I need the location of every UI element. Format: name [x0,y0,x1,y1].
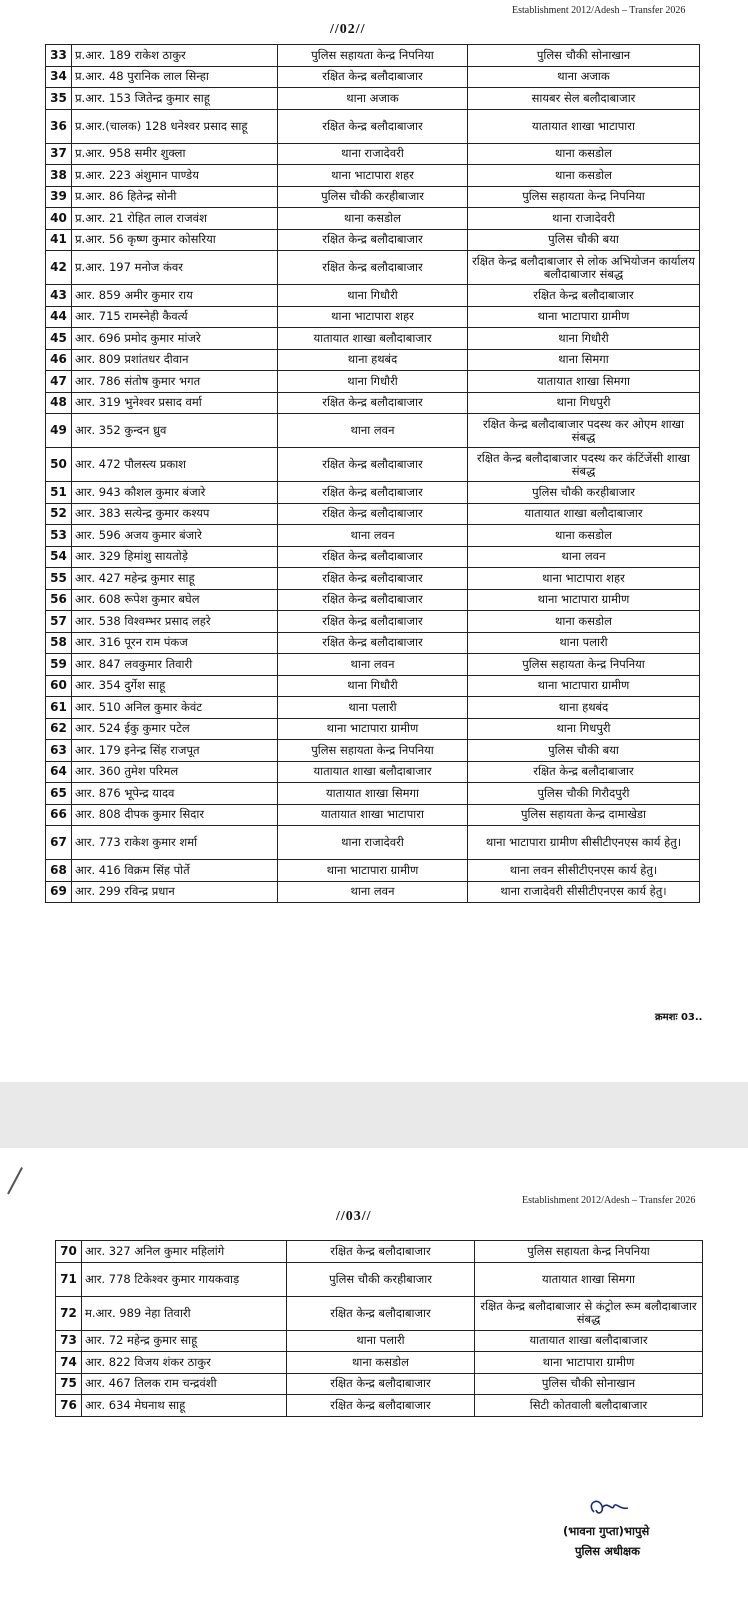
employee-name-cell: आर. 72 महेन्द्र कुमार साहू [82,1330,287,1352]
table-row [46,229,700,251]
serial-number-cell: 76 [56,1395,82,1417]
current-posting-cell: रक्षित केन्द्र बलौदाबाजार [287,1241,475,1263]
employee-name-cell: आर. 608 रूपेश कुमार बघेल [72,589,278,611]
serial-number-cell: 42 [46,251,72,285]
employee-name-cell: प्र.आर. 86 हितेन्द्र सोनी [72,186,278,208]
page-number: //02// [330,22,366,37]
new-posting-cell: थाना लवन सीसीटीएनएस कार्य हेतु। [468,860,700,882]
current-posting-cell: यातायात शाखा सिमगा [278,783,468,805]
table-row [46,328,700,350]
current-posting-cell: रक्षित केन्द्र बलौदाबाजार [278,503,468,525]
current-posting-cell: पुलिस चौकी करहीबाजार [287,1262,475,1296]
table-row [56,1262,703,1296]
table-row [46,285,700,307]
current-posting-cell: रक्षित केन्द्र बलौदाबाजार [278,229,468,251]
table-row [46,611,700,633]
new-posting-cell: पुलिस चौकी गिरौदपुरी [468,783,700,805]
current-posting-cell: पुलिस सहायता केन्द्र निपनिया [278,740,468,762]
employee-name-cell: आर. 773 राकेश कुमार शर्मा [72,826,278,860]
new-posting-cell: थाना राजादेवरी सीसीटीएनएस कार्य हेतु। [468,881,700,903]
new-posting-cell: थाना कसडोल [468,525,700,547]
employee-name-cell: आर. 329 हिमांशु सायतोड़े [72,546,278,568]
table-row [46,568,700,590]
serial-number-cell: 48 [46,392,72,414]
serial-number-cell: 55 [46,568,72,590]
current-posting-cell: थाना भाटापारा शहर [278,165,468,187]
current-posting-cell: रक्षित केन्द्र बलौदाबाजार [278,632,468,654]
serial-number-cell: 72 [56,1296,82,1330]
employee-name-cell: आर. 596 अजय कुमार बंजारे [72,525,278,547]
table-row [46,109,700,143]
current-posting-cell: यातायात शाखा बलौदाबाजार [278,328,468,350]
employee-name-cell: आर. 809 प्रशांतधर दीवान [72,349,278,371]
current-posting-cell: रक्षित केन्द्र बलौदाबाजार [287,1373,475,1395]
transfer-table [55,1240,703,1417]
table-row [56,1395,703,1417]
employee-name-cell: आर. 316 पूरन राम पंकज [72,632,278,654]
serial-number-cell: 63 [46,740,72,762]
current-posting-cell: पुलिस चौकी करहीबाजार [278,186,468,208]
table-row [46,525,700,547]
new-posting-cell: यातायात शाखा बलौदाबाजार [475,1330,703,1352]
employee-name-cell: आर. 786 संतोष कुमार भगत [72,371,278,393]
table-row [56,1330,703,1352]
new-posting-cell: रक्षित केन्द्र बलौदाबाजार से कंट्रोल रूम बलौदाबाजार संबद्ध [475,1296,703,1330]
current-posting-cell: थाना गिधौरी [278,371,468,393]
table-row [46,448,700,482]
serial-number-cell: 60 [46,675,72,697]
new-posting-cell: थाना गिधपुरी [468,392,700,414]
current-posting-cell: थाना पलारी [287,1330,475,1352]
new-posting-cell: पुलिस सहायता केन्द्र दामाखेडा [468,804,700,826]
employee-name-cell: प्र.आर. 223 अंशुमान पाण्डेय [72,165,278,187]
current-posting-cell: थाना अजाक [278,88,468,110]
serial-number-cell: 61 [46,697,72,719]
employee-name-cell: आर. 778 टिकेश्वर कुमार गायकवाड़ [82,1262,287,1296]
new-posting-cell: रक्षित केन्द्र बलौदाबाजार से लोक अभियोजन कार्यालय बलौदाबाजार संबद्ध [468,251,700,285]
employee-name-cell: आर. 354 दुर्गेश साहू [72,675,278,697]
serial-number-cell: 51 [46,482,72,504]
new-posting-cell: रक्षित केन्द्र बलौदाबाजार पदस्थ कर ओएम शाखा संबद्ध [468,414,700,448]
employee-name-cell: आर. 327 अनिल कुमार महिलांगे [82,1241,287,1263]
serial-number-cell: 68 [46,860,72,882]
employee-name-cell: आर. 467 तिलक राम चन्द्रवंशी [82,1373,287,1395]
serial-number-cell: 50 [46,448,72,482]
current-posting-cell: रक्षित केन्द्र बलौदाबाजार [278,611,468,633]
new-posting-cell: थाना कसडोल [468,165,700,187]
serial-number-cell: 65 [46,783,72,805]
current-posting-cell: थाना कसडोल [278,208,468,230]
signatory-title: पुलिस अधीक्षक [575,1544,640,1558]
new-posting-cell: थाना हथबंद [468,697,700,719]
employee-name-cell: आर. 808 दीपक कुमार सिदार [72,804,278,826]
serial-number-cell: 52 [46,503,72,525]
table-row [46,66,700,88]
employee-name-cell: आर. 352 कुन्दन ध्रुव [72,414,278,448]
new-posting-cell: यातायात शाखा भाटापारा [468,109,700,143]
new-posting-cell: यातायात शाखा सिमगा [468,371,700,393]
table-row [46,208,700,230]
table-row [46,392,700,414]
current-posting-cell: पुलिस सहायता केन्द्र निपनिया [278,45,468,67]
serial-number-cell: 71 [56,1262,82,1296]
transfer-table [45,44,700,903]
employee-name-cell: प्र.आर. 197 मनोज कंवर [72,251,278,285]
serial-number-cell: 38 [46,165,72,187]
table-row [56,1241,703,1263]
current-posting-cell: थाना हथबंद [278,349,468,371]
employee-name-cell: आर. 943 कौशल कुमार बंजारे [72,482,278,504]
current-posting-cell: रक्षित केन्द्र बलौदाबाजार [278,251,468,285]
table-row [46,783,700,805]
new-posting-cell: थाना भाटापारा ग्रामीण सीसीटीएनएस कार्य हेतु। [468,826,700,860]
new-posting-cell: पुलिस चौकी बया [468,740,700,762]
current-posting-cell: थाना भाटापारा शहर [278,306,468,328]
serial-number-cell: 62 [46,718,72,740]
table-row [56,1352,703,1374]
scan-edge-mark [7,1167,23,1194]
new-posting-cell: सिटी कोतवाली बलौदाबाजार [475,1395,703,1417]
serial-number-cell: 41 [46,229,72,251]
current-posting-cell: थाना गिधौरी [278,675,468,697]
employee-name-cell: आर. 510 अनिल कुमार केवंट [72,697,278,719]
new-posting-cell: थाना लवन [468,546,700,568]
table-row [46,860,700,882]
employee-name-cell: आर. 538 विश्वम्भर प्रसाद लहरे [72,611,278,633]
serial-number-cell: 66 [46,804,72,826]
current-posting-cell: थाना राजादेवरी [278,826,468,860]
employee-name-cell: प्र.आर.(चालक) 128 धनेश्वर प्रसाद साहू [72,109,278,143]
current-posting-cell: थाना पलारी [278,697,468,719]
new-posting-cell: पुलिस सहायता केन्द्र निपनिया [475,1241,703,1263]
new-posting-cell: पुलिस चौकी सोनाखान [475,1373,703,1395]
new-posting-cell: सायबर सेल बलौदाबाजार [468,88,700,110]
serial-number-cell: 46 [46,349,72,371]
new-posting-cell: थाना भाटापारा ग्रामीण [468,675,700,697]
page-number: //03// [336,1209,372,1224]
table-row [46,306,700,328]
new-posting-cell: थाना अजाक [468,66,700,88]
table-row [56,1296,703,1330]
current-posting-cell: थाना लवन [278,414,468,448]
employee-name-cell: आर. 696 प्रमोद कुमार मांजरे [72,328,278,350]
table-row [46,826,700,860]
employee-name-cell: आर. 634 मेघनाथ साहू [82,1395,287,1417]
current-posting-cell: थाना भाटापारा ग्रामीण [278,718,468,740]
table-row [46,804,700,826]
employee-name-cell: प्र.आर. 56 कृष्ण कुमार कोसरिया [72,229,278,251]
current-posting-cell: यातायात शाखा बलौदाबाजार [278,761,468,783]
serial-number-cell: 34 [46,66,72,88]
new-posting-cell: थाना सिमगा [468,349,700,371]
table-row [46,45,700,67]
employee-name-cell: आर. 427 महेन्द्र कुमार साहू [72,568,278,590]
serial-number-cell: 33 [46,45,72,67]
current-posting-cell: यातायात शाखा भाटापारा [278,804,468,826]
serial-number-cell: 75 [56,1373,82,1395]
serial-number-cell: 58 [46,632,72,654]
new-posting-cell: रक्षित केन्द्र बलौदाबाजार [468,761,700,783]
serial-number-cell: 49 [46,414,72,448]
new-posting-cell: पुलिस सहायता केन्द्र निपनिया [468,654,700,676]
table-row [46,482,700,504]
new-posting-cell: रक्षित केन्द्र बलौदाबाजार [468,285,700,307]
new-posting-cell: यातायात शाखा बलौदाबाजार [468,503,700,525]
transfer-table-body [46,45,700,903]
signatory-name: (भावना गुप्ता)भापुसे [563,1524,650,1538]
employee-name-cell: आर. 859 अमीर कुमार राय [72,285,278,307]
serial-number-cell: 37 [46,143,72,165]
table-row [46,675,700,697]
document-page-3 [0,1148,748,1600]
employee-name-cell: आर. 360 तुमेश परिमल [72,761,278,783]
serial-number-cell: 64 [46,761,72,783]
serial-number-cell: 45 [46,328,72,350]
current-posting-cell: थाना लवन [278,654,468,676]
table-row [46,632,700,654]
employee-name-cell: आर. 847 लवकुमार तिवारी [72,654,278,676]
table-row [46,186,700,208]
employee-name-cell: प्र.आर. 958 समीर शुक्ला [72,143,278,165]
table-row [46,88,700,110]
employee-name-cell: आर. 524 ईकु कुमार पटेल [72,718,278,740]
serial-number-cell: 57 [46,611,72,633]
serial-number-cell: 59 [46,654,72,676]
new-posting-cell: थाना भाटापारा ग्रामीण [468,306,700,328]
new-posting-cell: पुलिस चौकी बया [468,229,700,251]
employee-name-cell: आर. 319 भुनेश्वर प्रसाद वर्मा [72,392,278,414]
serial-number-cell: 44 [46,306,72,328]
new-posting-cell: यातायात शाखा सिमगा [475,1262,703,1296]
new-posting-cell: पुलिस चौकी करहीबाजार [468,482,700,504]
signature-mark [584,1494,634,1524]
serial-number-cell: 67 [46,826,72,860]
table-row [56,1373,703,1395]
new-posting-cell: थाना गिधपुरी [468,718,700,740]
serial-number-cell: 73 [56,1330,82,1352]
serial-number-cell: 35 [46,88,72,110]
new-posting-cell: थाना भाटापारा ग्रामीण [468,589,700,611]
table-row [46,654,700,676]
employee-name-cell: आर. 299 रविन्द्र प्रधान [72,881,278,903]
new-posting-cell: थाना भाटापारा ग्रामीण [475,1352,703,1374]
serial-number-cell: 56 [46,589,72,611]
serial-number-cell: 70 [56,1241,82,1263]
table-row [46,143,700,165]
current-posting-cell: रक्षित केन्द्र बलौदाबाजार [278,589,468,611]
serial-number-cell: 40 [46,208,72,230]
serial-number-cell: 54 [46,546,72,568]
establishment-header: Establishment 2012/Adesh – Transfer 2026 [512,5,686,16]
new-posting-cell: थाना पलारी [468,632,700,654]
table-row [46,881,700,903]
new-posting-cell: थाना राजादेवरी [468,208,700,230]
table-row [46,718,700,740]
new-posting-cell: रक्षित केन्द्र बलौदाबाजार पदस्थ कर कंटिंजेंसी शाखा संबद्ध [468,448,700,482]
current-posting-cell: थाना गिधौरी [278,285,468,307]
serial-number-cell: 36 [46,109,72,143]
employee-name-cell: आर. 472 पौलस्त्य प्रकाश [72,448,278,482]
employee-name-cell: प्र.आर. 48 पुरानिक लाल सिन्हा [72,66,278,88]
employee-name-cell: आर. 383 सत्येन्द्र कुमार कश्यप [72,503,278,525]
transfer-table-body [56,1241,703,1417]
table-row [46,251,700,285]
current-posting-cell: रक्षित केन्द्र बलौदाबाजार [278,392,468,414]
current-posting-cell: रक्षित केन्द्र बलौदाबाजार [287,1296,475,1330]
current-posting-cell: रक्षित केन्द्र बलौदाबाजार [278,448,468,482]
current-posting-cell: रक्षित केन्द्र बलौदाबाजार [287,1395,475,1417]
new-posting-cell: थाना कसडोल [468,143,700,165]
serial-number-cell: 53 [46,525,72,547]
new-posting-cell: पुलिस चौकी सोनाखान [468,45,700,67]
current-posting-cell: थाना लवन [278,881,468,903]
table-row [46,697,700,719]
new-posting-cell: थाना भाटापारा शहर [468,568,700,590]
table-row [46,589,700,611]
establishment-header: Establishment 2012/Adesh – Transfer 2026 [522,1195,696,1206]
employee-name-cell: म.आर. 989 नेहा तिवारी [82,1296,287,1330]
table-row [46,349,700,371]
serial-number-cell: 74 [56,1352,82,1374]
table-row [46,414,700,448]
current-posting-cell: थाना भाटापारा ग्रामीण [278,860,468,882]
table-row [46,165,700,187]
current-posting-cell: रक्षित केन्द्र बलौदाबाजार [278,482,468,504]
new-posting-cell: थाना कसडोल [468,611,700,633]
current-posting-cell: थाना लवन [278,525,468,547]
serial-number-cell: 39 [46,186,72,208]
employee-name-cell: आर. 179 इनेन्द्र सिंह राजपूत [72,740,278,762]
employee-name-cell: आर. 876 भूपेन्द्र यादव [72,783,278,805]
table-row [46,503,700,525]
serial-number-cell: 69 [46,881,72,903]
employee-name-cell: प्र.आर. 189 राकेश ठाकुर [72,45,278,67]
current-posting-cell: रक्षित केन्द्र बलौदाबाजार [278,546,468,568]
table-row [46,546,700,568]
employee-name-cell: प्र.आर. 153 जितेन्द्र कुमार साहू [72,88,278,110]
employee-name-cell: प्र.आर. 21 रोहित लाल राजवंश [72,208,278,230]
table-row [46,761,700,783]
employee-name-cell: आर. 715 रामस्नेही कैवर्त्य [72,306,278,328]
continued-note: क्रमशः 03.. [655,1012,703,1023]
employee-name-cell: आर. 416 विक्रम सिंह पोर्ते [72,860,278,882]
table-row [46,371,700,393]
current-posting-cell: रक्षित केन्द्र बलौदाबाजार [278,109,468,143]
current-posting-cell: थाना राजादेवरी [278,143,468,165]
new-posting-cell: थाना गिधौरी [468,328,700,350]
current-posting-cell: रक्षित केन्द्र बलौदाबाजार [278,66,468,88]
current-posting-cell: रक्षित केन्द्र बलौदाबाजार [278,568,468,590]
current-posting-cell: थाना कसडोल [287,1352,475,1374]
serial-number-cell: 47 [46,371,72,393]
table-row [46,740,700,762]
serial-number-cell: 43 [46,285,72,307]
employee-name-cell: आर. 822 विजय शंकर ठाकुर [82,1352,287,1374]
new-posting-cell: पुलिस सहायता केन्द्र निपनिया [468,186,700,208]
